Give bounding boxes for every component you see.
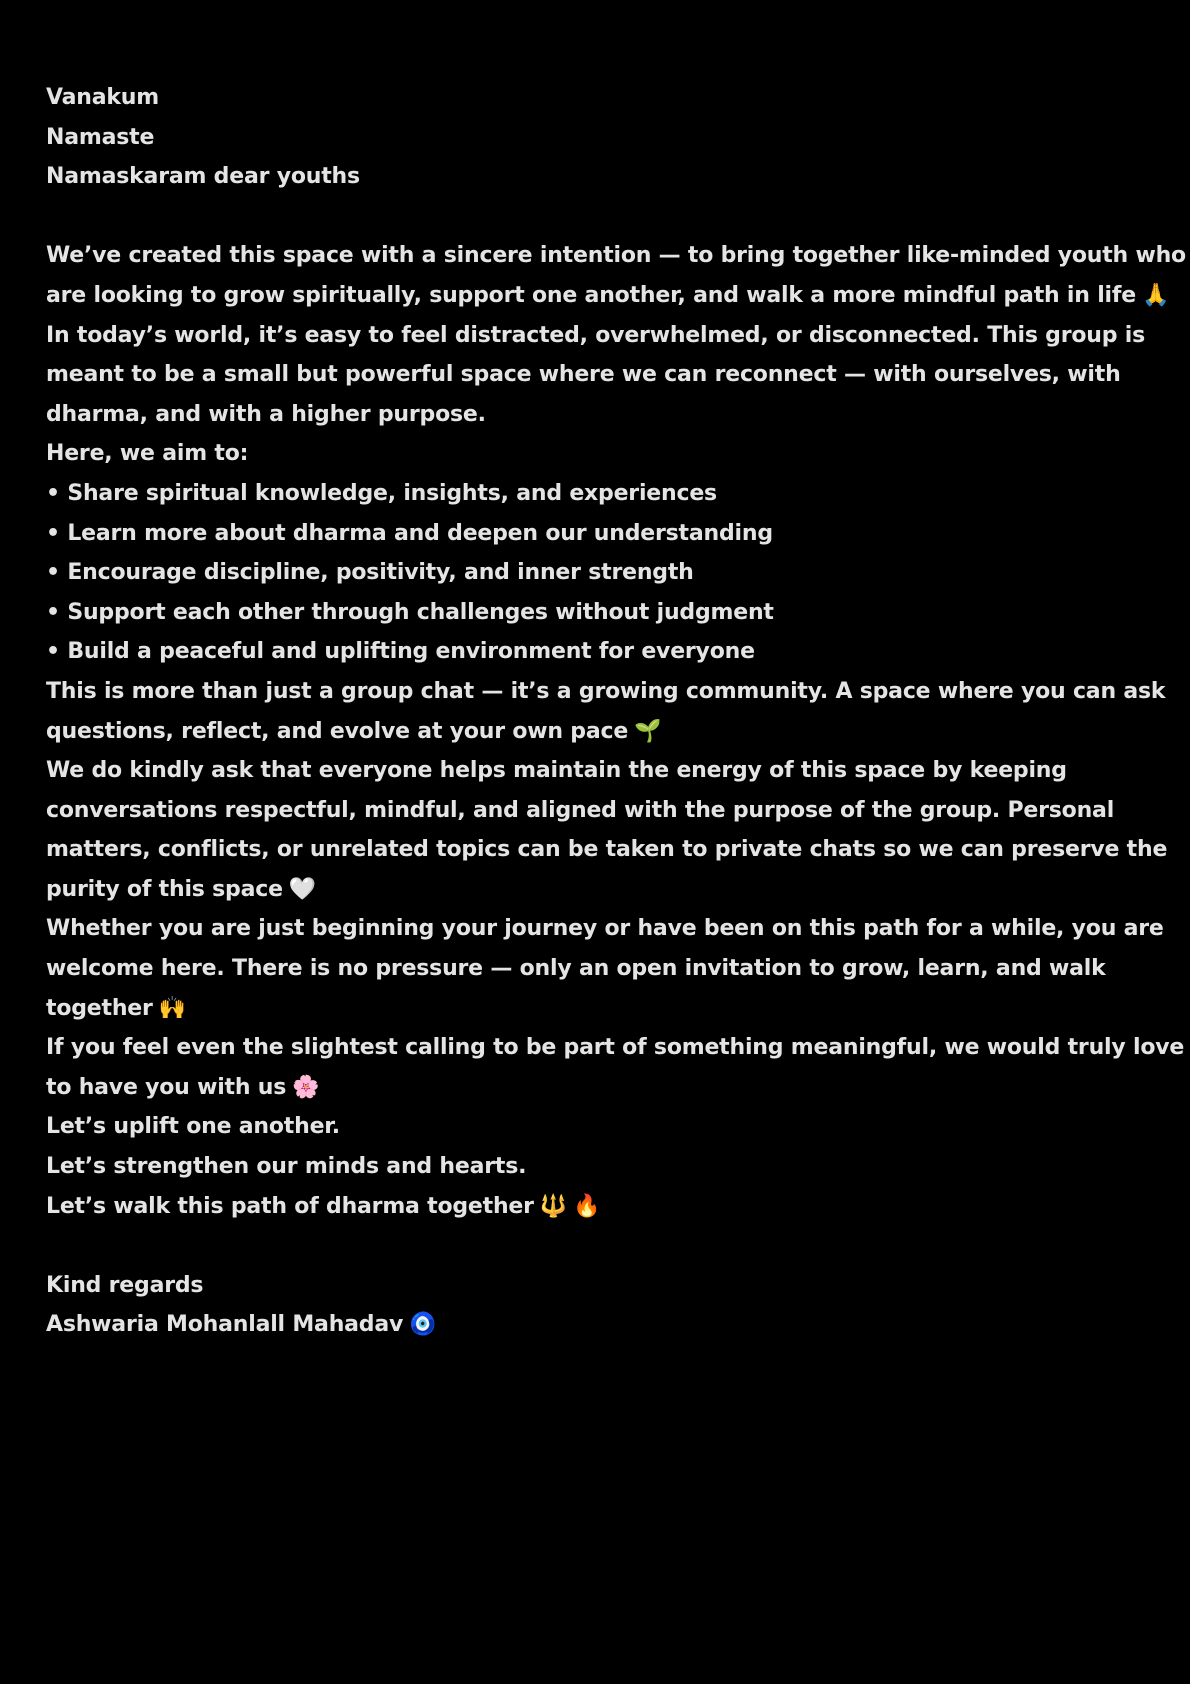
greeting-line: Namaste <box>46 124 155 150</box>
paragraph-line: welcome here. There is no pressure — only an open invitation to grow, learn, and walk <box>46 956 1106 982</box>
paragraph-line: Whether you are just beginning your journey or have been on this path for a while, you are <box>46 916 1164 942</box>
aim-list-item: • Build a peaceful and uplifting environment for everyone <box>46 639 755 665</box>
cherry-blossom-icon: 🌸 <box>292 1074 320 1100</box>
paragraph-line: We’ve created this space with a sincere intention — to bring together like-minded youth who <box>46 243 1186 269</box>
white-heart-icon: 🤍 <box>288 876 316 902</box>
seedling-icon: 🌱 <box>634 718 662 744</box>
paragraph-line <box>46 870 1156 910</box>
line-text: to have you with us <box>46 1074 287 1100</box>
fire-icon: 🔥 <box>573 1193 601 1219</box>
line-text: together <box>46 995 153 1021</box>
message-body <box>46 78 1186 1345</box>
blank-line <box>46 1226 1156 1266</box>
paragraph-line <box>46 1068 1156 1108</box>
folded-hands-icon: 🙏 <box>1141 282 1170 308</box>
aim-list-item: • Support each other through challenges without judgment <box>46 599 774 625</box>
paragraph-line <box>46 276 1170 316</box>
aim-list-item: • Share spiritual knowledge, insights, and experiences <box>46 480 717 506</box>
trident-icon: 🔱 <box>539 1193 568 1219</box>
greeting-line: Vanakum <box>46 85 159 110</box>
paragraph-line: If you feel even the slightest calling to be part of something meaningful, we would truly love <box>46 1035 1185 1061</box>
paragraph-line: This is more than just a group chat — it’s a growing community. A space where you can ask <box>46 678 1166 704</box>
closing-line: Kind regards <box>46 1272 204 1298</box>
paragraph-line: We do kindly ask that everyone helps maintain the energy of this space by keeping <box>46 758 1067 784</box>
line-text: Let’s walk this path of dharma together <box>46 1193 534 1219</box>
paragraph-line: In today’s world, it’s easy to feel distracted, overwhelmed, or disconnected. This group is <box>46 322 1145 348</box>
aim-list-item: • Encourage discipline, positivity, and inner strength <box>46 560 694 586</box>
paragraph-line: matters, conflicts, or unrelated topics can be taken to private chats so we can preserve the <box>46 837 1168 863</box>
paragraph-line: conversations respectful, mindful, and aligned with the purpose of the group. Personal <box>46 797 1115 823</box>
line-text: questions, reflect, and evolve at your own pace <box>46 718 629 744</box>
paragraph-line <box>46 989 1156 1029</box>
paragraph-line: Let’s uplift one another. <box>46 1114 340 1140</box>
signature-line <box>46 1305 1156 1345</box>
paragraph-line: meant to be a small but powerful space where we can reconnect — with ourselves, with <box>46 362 1121 388</box>
paragraph-line <box>46 1187 1156 1227</box>
greeting-line: Namaskaram dear youths <box>46 164 360 190</box>
aim-list-item: • Learn more about dharma and deepen our understanding <box>46 520 773 546</box>
paragraph-line: Here, we aim to: <box>46 441 249 467</box>
nazar-amulet-icon: 🧿 <box>409 1312 437 1338</box>
line-text: are looking to grow spiritually, support one another, and walk a more mindful path in life <box>46 282 1136 308</box>
raised-hands-icon: 🙌 <box>158 995 186 1021</box>
paragraph-line <box>46 712 1156 752</box>
paragraph-line: dharma, and with a higher purpose. <box>46 401 486 427</box>
blank-line <box>46 197 1156 237</box>
signature-name: Ashwaria Mohanlall Mahadav <box>46 1312 404 1338</box>
line-text: purity of this space <box>46 876 283 902</box>
paragraph-line: Let’s strengthen our minds and hearts. <box>46 1154 527 1180</box>
